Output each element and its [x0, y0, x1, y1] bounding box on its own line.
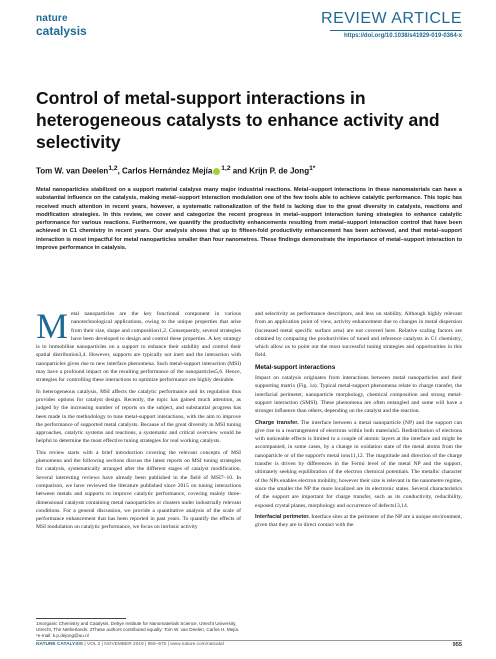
orcid-icon[interactable] [213, 168, 220, 175]
right-paragraph-1: and selectivity as performance descriptors, and less on stability. Although highly relevant from an application point of view, activity enhancement due to changes in metal dispersion (increased metal specific surface area) are not covered here. Relative scaling factors are obtained by comparing the productivities of tuned and reference catalysts in C1 chemistry, which allow us to point out the most successful tuning strategies and opportunities in this field. [255, 311, 462, 359]
drop-cap: M [36, 306, 69, 346]
article-type: REVIEW ARTICLE [321, 10, 462, 27]
interfacial-paragraph [255, 513, 462, 530]
page-header [0, 0, 496, 62]
footer-divider [36, 640, 462, 641]
page-footer [36, 642, 224, 647]
journal-logo [36, 13, 98, 37]
header-rule [330, 30, 462, 31]
right-paragraph-2: Impact on catalysis originates from interactions between metal nanoparticles and their supporting matrix (Fig. 1a). Typical metal-support phenomena relate to charge transfer, the interfacial perimeter, nanoparticle morphology, chemical composition and strong metal-support interaction (SMSI). These phenomena are often entangled and some will have a stronger influence than others, depending on the catalyst and the reaction. [255, 375, 462, 415]
runin-heading-charge: Charge transfer. [255, 419, 299, 426]
doi-link[interactable]: https://doi.org/10.1038/s41929-019-0364-x [343, 33, 462, 39]
intro-paragraph-2: In heterogeneous catalysis, MSI affects the catalytic performance and its regulation thus provides options for catalyst design. Recently, the topic has gained much attention, as judged by the increasing number of reports on the subject, and substantial progress has been made in the methodology to tune metal-support interactions, with the aim to improve the performance of supported metal catalysts. Because of the great diversity in MSI tuning approaches, catalytic systems and reactions, a systematic and critical overview would be helpful to determine the most effective tuning strategies for real working catalysts. [36, 388, 241, 445]
author-3-affil: 1* [309, 165, 316, 172]
section-heading: Metal-support interactions [255, 363, 336, 371]
author-3[interactable]: and Krijn P. de Jong [230, 166, 310, 176]
charge-transfer-paragraph [255, 419, 462, 510]
body-column-left [36, 306, 241, 535]
interfacial-text: Interface sites at the perimeter of the NP are a unique environment, given that they are in direct contact with the [255, 513, 462, 529]
abstract: Metal nanoparticles stabilized on a support material catalyse many major industrial reactions. Metal–support interactions in these nanomaterials can have a substantial influence on the catalysis, making metal–support interaction modulation one of the few tools able to achieve catalytic performance. This topic has received much attention in recent years, however, a systematic rationalization of the field is lacking due to the great diversity in catalysts, reactions and modification strategies. In this review, we cover and categorize the recent progress in metal–support interaction tuning strategies to enhance catalytic performance for various reactions. Furthermore, we quantify the productivity enhancements resulting from metal–support interaction control that have been achieved in C1 chemistry in recent years. Our analysis shows that up to fifteen-fold productivity enhancement has been achieved, and that metal–support interaction is most impactful for metal nanoparticles smaller than four nanometres. These findings demonstrate the importance of metal–support interaction to improve performance in catalysis. [36, 187, 462, 252]
footer-issue[interactable]: | VOL 2 | NOVEMBER 2019 | 955–970 | www.nature.com/natcatal [83, 642, 224, 647]
author-1-affil: 1,2 [108, 165, 118, 172]
author-1[interactable]: Tom W. van Deelen [36, 166, 109, 176]
intro-paragraph-3: This review starts with a brief introduction covering the relevant concepts of MSI phenomena and the following sections discuss the latest reports on MSI tuning strategies for catalysis, systematically arranged after the different stages of catalyst modification. Several interesting reviews have already been published in the field of MSI7–10. In comparison, we have reviewed the literature published since 2015 on tuning interactions between metals and supports to improve catalytic performance, covering mainly three-dimensional catalysts containing metal nanoparticles or clusters under industrially relevant conditions. For a general discussion, we provide a quantitative analysis of the scale of performance enhancement that has been reported in past years. To quantify the effects of MSI modulation on catalytic performance, we focus on intrinsic activity [36, 449, 241, 531]
article-title: Control of metal-support interactions in heterogeneous catalysts to enhance activity and selectivity [36, 88, 440, 152]
intro-text-1: etal nanoparticles are the key functional component in various nanotechnological applications, owing to the unique properties that arise from their size, shape and composition1,2. Consequently, several strategies have been developed to design and control these properties. A key strategy is to immobilise nanoparticles on a support to enhance their stability and control their spatial distribution3,4. However, supports are typically not inert and the interaction with nanoparticles gives rise to new interface phenomena. Such metal-support interaction (MSI) may have a profound impact on the resulting performance of the nanoparticles5,6. Hence, strategies for controlling these interactions to optimize performance are highly desirable. [36, 311, 241, 384]
footer-journal: NATURE CATALYSIS [36, 642, 83, 647]
intro-paragraph-1 [36, 306, 241, 385]
page-number: 955 [452, 642, 462, 648]
body-column-right [255, 310, 462, 532]
author-2[interactable]: , Carlos Hernández Mejía [117, 166, 213, 176]
journal-logo-line1: nature [36, 13, 68, 24]
charge-transfer-text: The interface between a metal nanoparticle (NP) and the support can give rise to a rearrangement of electrons within both materials5. Redistribution of electrons with noticeable effects is limited to a couple of atomic layers at the interface and might be accompanied, in some cases, by a change in oxidation state of the metal atoms from the nanoparticle or of the support's metal ions11,12. The magnitude and direction of the charge transfer is driven by differences in the Fermi level of the metal NP and the support, ultimately seeking equilibration of the electron chemical potentials. The metallic character of the NPs enables electron mobility, however their size is relevant in the nanometre regime, since the smaller the NP the more localized are its electronic states. Several characteristics of the support are important for charge transfer, such as its conductivity, reducibility, exposed crystal planes, morphology and occurrence of defects13,14. [255, 419, 462, 509]
footnote-divider [36, 618, 126, 619]
author-2-affil: 1,2 [221, 165, 231, 172]
affiliation-footnote: 1Inorganic Chemistry and Catalysis, Debye Institute for Nanomaterials Science, Utrecht University, Utrecht, The Netherlands. 2These authors contributed equally: Tom W. van Deelen, Carlos H. Mejía. *e-mail: k.p.dejong@uu.nl [36, 621, 240, 639]
runin-heading-interfacial: Interfacial perimeter. [255, 513, 310, 520]
author-list [36, 165, 456, 176]
journal-logo-line2: catalysis [36, 24, 87, 38]
